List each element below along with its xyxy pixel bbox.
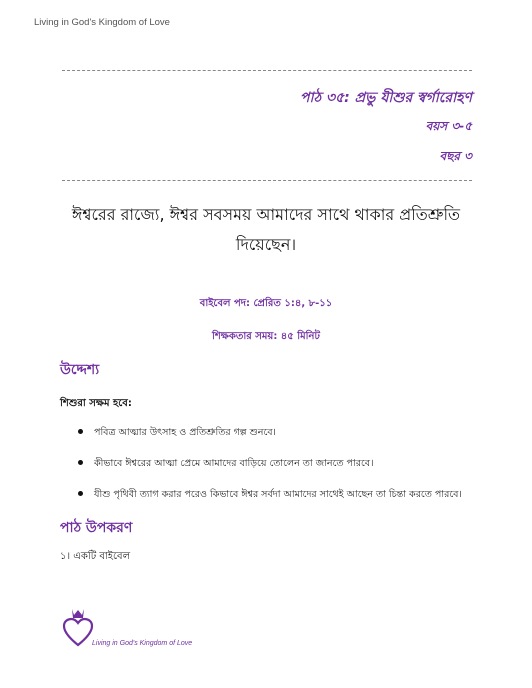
objective-text: যীশু পৃথিবী ত্যাগ করার পরেও কিভাবে ঈশ্বর সর্বদা আমাদের সাথেই আছেন তা চিন্তা করতে পারবে। [94, 489, 462, 500]
lesson-age: বয়স ৩-৫ [425, 119, 472, 133]
list-item [78, 426, 498, 457]
teaching-time: শিক্ষকতার সময়: ৪৫ মিনিট [212, 331, 320, 342]
bible-verse: বাইবেল পদ: প্রেরিত ১:৪, ৮-১১ [199, 298, 333, 309]
objective-text: পবিত্র আত্মার উৎসাহ ও প্রতিশ্রুতির গল্প শুনবে। [94, 427, 276, 438]
list-item [78, 457, 498, 488]
objective-text: কীভাবে ঈশ্বরের আত্মা প্রেমে আমাদের বাড়িয়ে তোলেন তা জানতে পারবে। [94, 458, 374, 469]
objectives-subheading: শিশুরা সক্ষম হবে: [60, 398, 132, 409]
main-title: ঈশ্বরের রাজ্যে, ঈশ্বর সবসময় আমাদের সাথে থাকার প্রতিশ্রুতি দিয়েছেন। [71, 205, 461, 254]
bullet-icon [78, 429, 83, 434]
objectives-list [78, 426, 498, 519]
top-divider [62, 70, 472, 71]
bullet-icon [78, 491, 83, 496]
bottom-divider [62, 180, 472, 181]
objectives-heading: উদ্দেশ্য [60, 362, 100, 378]
material-item: ১। একটি বাইবেল [60, 551, 131, 562]
lesson-year: বছর ৩ [439, 149, 472, 163]
footer-logo-text: Living in God's Kingdom of Love [92, 640, 193, 647]
crown-heart-logo-icon [62, 605, 94, 649]
list-item [78, 488, 498, 519]
header-site-name: Living in God's Kingdom of Love [34, 17, 170, 28]
materials-heading: পাঠ উপকরণ [60, 520, 133, 536]
bullet-icon [78, 460, 83, 465]
lesson-title: পাঠ ৩৫: প্রভু যীশুর স্বর্গারোহণ [300, 90, 472, 106]
